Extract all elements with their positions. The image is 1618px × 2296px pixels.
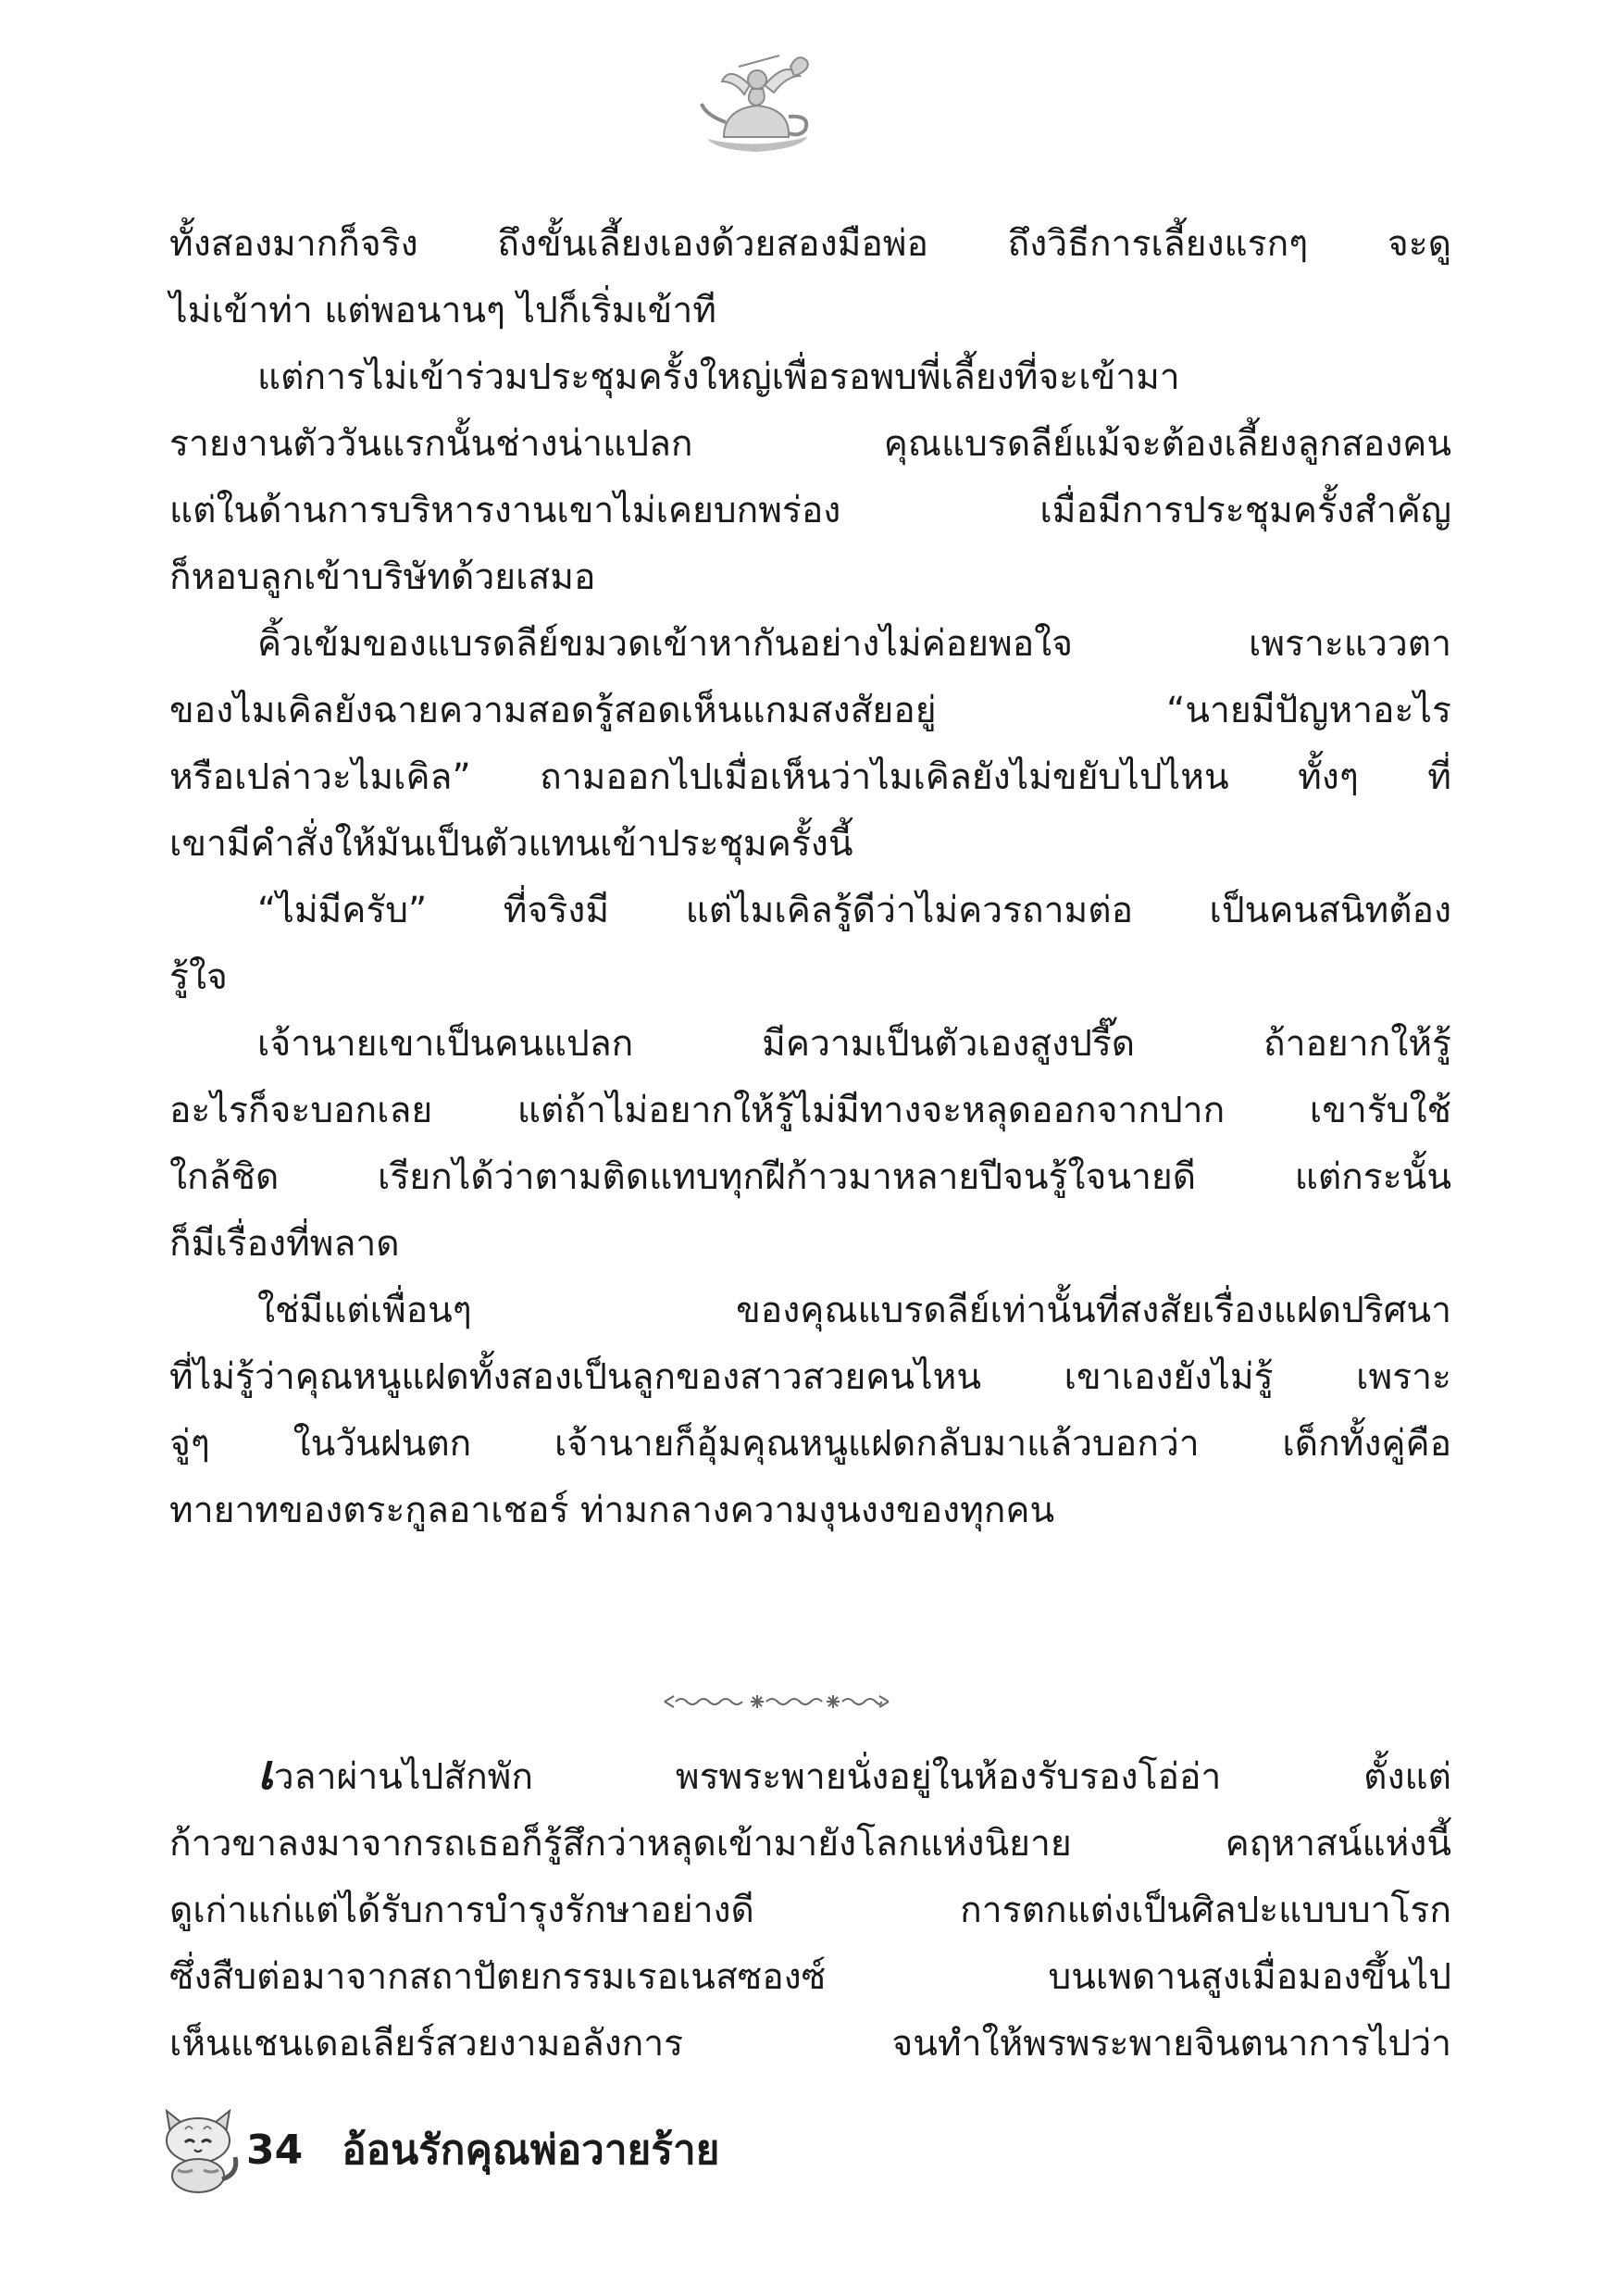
text-line: ก้าวขาลงมาจากรถเธอก็รู้สึกว่าหลุดเข้ามายังโลกแห่งนิยาย คฤหาสน์แห่งนี้: [169, 1823, 1451, 1865]
text-line: ไม่เข้าท่า แต่พอนานๆ ไปก็เริ่มเข้าที: [169, 290, 716, 331]
text-line: เจ้านายเขาเป็นคนแปลก มีความเป็นตัวเองสูงปรี๊ด ถ้าอยากให้รู้: [257, 1023, 1451, 1065]
text-line: ใช่มีแต่เพื่อนๆ ของคุณแบรดลีย์เท่านั้นที่สงสัยเรื่องแฝดปริศนา: [257, 1290, 1451, 1331]
page-number: 34: [246, 2126, 304, 2174]
text-line: ซึ่งสืบต่อมาจากสถาปัตยกรรมเรอเนสซองซ์ บนเพดานสูงเมื่อมองขึ้นไป: [169, 1956, 1451, 1998]
text-line: ทั้งสองมากก็จริง ถึงขั้นเลี้ยงเองด้วยสองมือพ่อ ถึงวิธีการเลี้ยงแรกๆ จะดู: [169, 223, 1451, 265]
text-line: ใกล้ชิด เรียกได้ว่าตามติดแทบทุกฝีก้าวมาหลายปีจนรู้ใจนายดี แต่กระนั้น: [169, 1156, 1451, 1198]
text-line: จู่ๆ ในวันฝนตก เจ้านายก็อุ้มคุณหนูแฝดกลับมาแล้วบอกว่า เด็กทั้งคู่คือ: [169, 1423, 1451, 1465]
text-line: ที่ไม่รู้ว่าคุณหนูแฝดทั้งสองเป็นลูกของสาวสวยคนไหน เขาเองยังไม่รู้ เพราะ: [169, 1356, 1451, 1398]
cat-icon: [157, 2105, 239, 2194]
text-line: ก็มีเรื่องที่พลาด: [169, 1223, 400, 1265]
cupid-teapot-icon: [698, 48, 818, 159]
text-line: แต่ในด้านการบริหารงานเขาไม่เคยบกพร่อง เมื่อมีการประชุมครั้งสำคัญ: [169, 490, 1451, 531]
text-line: แต่การไม่เข้าร่วมประชุมครั้งใหญ่เพื่อรอพบพี่เลี้ยงที่จะเข้ามา: [257, 356, 1180, 398]
text-line: หรือเปล่าวะไมเคิล” ถามออกไปเมื่อเห็นว่าไมเคิลยังไม่ขยับไปไหน ทั้งๆ ที่: [169, 756, 1451, 798]
text-line: ทายาทของตระกูลอาเชอร์ ท่ามกลางความงุนงงของทุกคน: [169, 1490, 1055, 1531]
text-line: เขามีคำสั่งให้มันเป็นตัวแทนเข้าประชุมครั้งนี้: [169, 823, 853, 865]
scene-text: [169, 1744, 1451, 2078]
chapter-text: [169, 211, 1451, 1544]
text-line: รายงานตัววันแรกนั้นช่างน่าแปลก คุณแบรดลีย์แม้จะต้องเลี้ยงลูกสองคน: [169, 423, 1451, 465]
text-line-rest: วลาผ่านไปสักพัก พรพระพายนั่งอยู่ในห้องรับรองโอ่อ่า ตั้งแต่: [273, 1756, 1451, 1798]
text-line: คิ้วเข้มของแบรดลีย์ขมวดเข้าหากันอย่างไม่ค่อยพอใจ เพราะแววตา: [257, 623, 1451, 665]
book-title: อ้อนรักคุณพ่อวายร้าย: [342, 2127, 720, 2174]
flourish-divider-icon: [661, 1691, 892, 1713]
text-line: เห็นแชนเดอเลียร์สวยงามอลังการ จนทำให้พรพระพายจินตนาการไปว่า: [169, 2023, 1451, 2065]
text-line: ของไมเคิลยังฉายความสอดรู้สอดเห็นแกมสงสัยอยู่ “นายมีปัญหาอะไร: [169, 690, 1451, 731]
text-line: ก็หอบลูกเข้าบริษัทด้วยเสมอ: [169, 556, 596, 598]
text-line: ดูเก่าแก่แต่ได้รับการบำรุงรักษาอย่างดี การตกแต่งเป็นศิลปะแบบบาโรก: [169, 1890, 1451, 1931]
text-line: “ไม่มีครับ” ที่จริงมี แต่ไมเคิลรู้ดีว่าไม่ควรถามต่อ เป็นคนสนิทต้อง: [257, 890, 1451, 931]
text-line: อะไรก็จะบอกเลย แต่ถ้าไม่อยากให้รู้ไม่มีทางจะหลุดออกจากปาก เขารับใช้: [169, 1090, 1451, 1131]
text-line: รู้ใจ: [169, 956, 228, 998]
text-line: [169, 1744, 1451, 1811]
dropcap-letter: เ: [257, 1745, 274, 1801]
page-footer: [157, 2103, 719, 2196]
